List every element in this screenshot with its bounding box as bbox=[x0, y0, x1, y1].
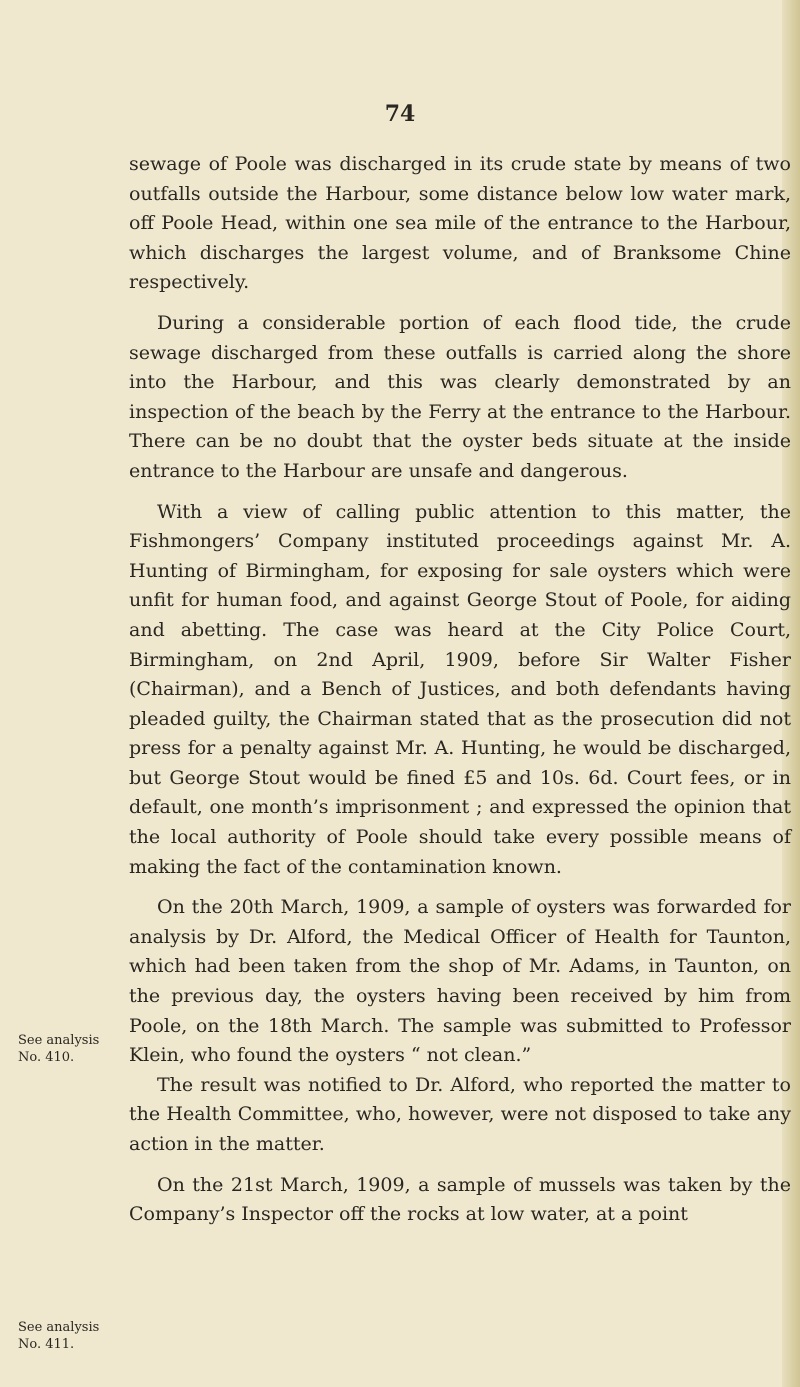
paragraph-proceedings: With a view of calling public attention to this matter, the Fishmongers’ Company instituted proceedings against Mr. A. Hunting of Birmingham, for exposing for sale oysters which were unfit for human food, and against George Stout of Poole, for aiding and abetting. The case was heard at the City Police Court, Birmingham, on 2nd April, 1909, before Sir Walter Fisher (Chairman), and a Bench of Justices, and both defendants having pleaded guilty, the Chairman stated that as the prosecution did not press for a penalty against Mr. A. Hunting, he would be discharged, but George Stout would be fined £5 and 10s. 6d. Court fees, or in default, one month’s imprisonment ; and expressed the opinion that the local authority of Poole should take every possible means of making the fact of the contamination known. bbox=[129, 500, 791, 878]
margin-note-analysis-410: See analysis No. 410. bbox=[18, 1033, 100, 1065]
paragraph-flood-tide: During a considerable portion of each flood tide, the crude sewage discharged from these outfalls is carried along the shore into the Harbour, and this was clearly demonstrated by an inspection of the beach by the Ferry at the entrance to the Harbour. There can be no doubt that the oyster beds situate at the inside entrance to the Harbour are unsafe and dangerous. bbox=[129, 311, 791, 482]
body-text bbox=[129, 150, 791, 1230]
paragraph-sewage-outfalls: sewage of Poole was discharged in its crude state by means of two outfalls outside the Harbour, some distance below low water mark, off Poole Head, within one sea mile of the entrance to the Harbour, which discharges the largest volume, and of Branksome Chine respectively. bbox=[129, 153, 791, 294]
paragraph-mussel-sample: On the 21st March, 1909, a sample of mussels was taken by the Company’s Inspector off the rocks at low water, at a point bbox=[129, 1173, 791, 1226]
margin-note-analysis-411: See analysis No. 411. bbox=[18, 1320, 100, 1352]
paragraph-result-notified: The result was notified to Dr. Alford, who reported the matter to the Health Committee, who, however, were not disposed to take any action in the matter. bbox=[129, 1073, 791, 1155]
paragraph-oyster-sample: On the 20th March, 1909, a sample of oysters was forwarded for analysis by Dr. Alford, the Medical Officer of Health for Taunton, which had been taken from the shop of Mr. Adams, in Taunton, on the previous day, the oysters having been received by him from Poole, on the 18th March. The sample was submitted to Professor Klein, who found the oysters “ not clean.” bbox=[129, 896, 791, 1067]
page-number: 74 bbox=[384, 101, 416, 127]
